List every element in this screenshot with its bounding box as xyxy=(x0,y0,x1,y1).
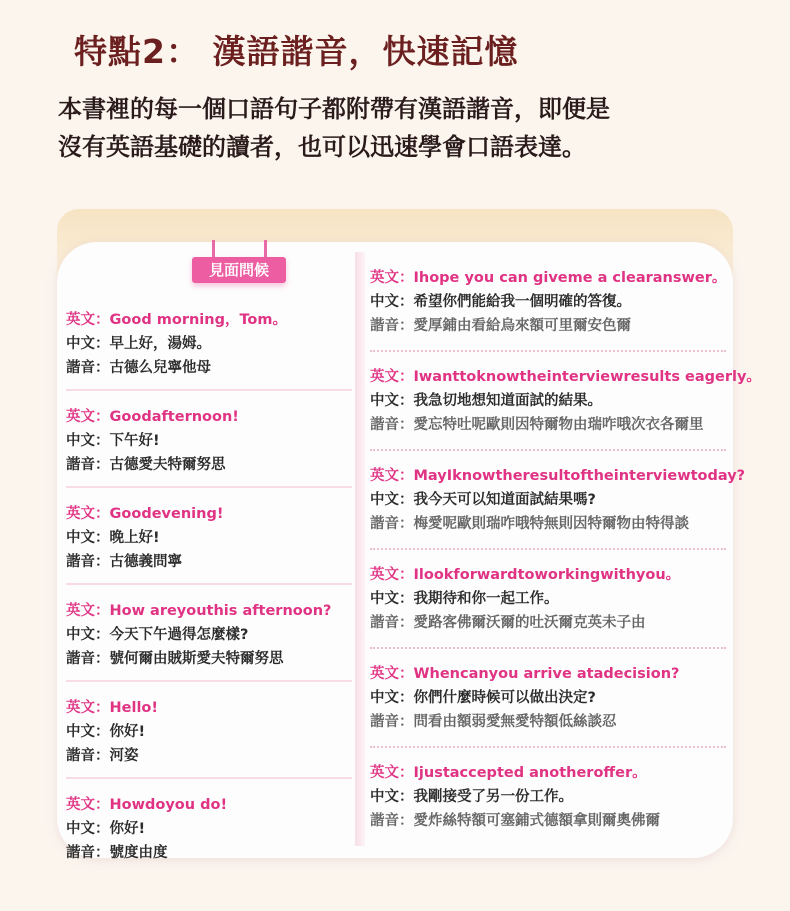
homophone-line xyxy=(370,314,732,338)
homophone-line xyxy=(370,611,732,635)
line-text: 我期待和你一起工作。 xyxy=(413,591,559,607)
homophone-line xyxy=(66,647,354,671)
line-text: Goodevening! xyxy=(109,506,224,522)
line-label: 諧音： xyxy=(370,318,414,334)
line-text: Good morning，Tom。 xyxy=(109,312,288,328)
intro-line: 沒有英語基礎的讀者，也可以迅速學會口語表達。 xyxy=(58,133,586,161)
line-text: 你們什麼時候可以做出決定? xyxy=(413,690,596,706)
line-text: 早上好，湯姆。 xyxy=(109,336,211,352)
line-text: 你好! xyxy=(109,724,146,740)
line-label: 中文： xyxy=(370,294,414,310)
entry-separator xyxy=(66,389,352,391)
phrase-entry xyxy=(66,599,354,671)
line-label: 中文： xyxy=(66,627,110,643)
line-label: 英文： xyxy=(370,468,414,484)
line-label: 英文： xyxy=(66,603,110,619)
line-label: 英文： xyxy=(370,666,414,682)
line-text: 問看由額弱愛無愛特額低絲談忍 xyxy=(413,714,617,730)
intro-line: 本書裡的每一個口語句子都附帶有漢語諧音，即便是 xyxy=(58,95,610,123)
entry-separator xyxy=(370,647,726,649)
chinese-line xyxy=(66,429,354,453)
entry-separator xyxy=(370,746,726,748)
line-text: 梅愛呢歐則瑞咋哦特無則因特爾物由特得談 xyxy=(413,516,689,532)
english-line xyxy=(370,761,732,785)
entry-separator xyxy=(370,350,726,352)
chinese-line xyxy=(66,332,354,356)
line-text: 號何爾由賊斯愛夫特爾努思 xyxy=(109,651,284,667)
homophone-line xyxy=(370,512,732,536)
line-label: 中文： xyxy=(66,530,110,546)
line-label: 中文： xyxy=(66,336,110,352)
phrase-entry xyxy=(370,563,732,635)
phrase-entry xyxy=(66,793,354,865)
chinese-line xyxy=(66,526,354,550)
line-label: 中文： xyxy=(370,690,414,706)
phrase-entry xyxy=(370,464,746,536)
line-label: 諧音： xyxy=(370,813,414,829)
phrase-entry xyxy=(370,761,732,833)
line-text: Ilookforwardtoworkingwithyou。 xyxy=(413,567,681,583)
chinese-line xyxy=(370,290,732,314)
page-title: 特點2： 漢語諧音，快速記憶 xyxy=(74,32,519,71)
english-line xyxy=(370,563,732,587)
line-label: 中文： xyxy=(370,393,414,409)
entry-separator xyxy=(370,449,726,451)
entry-separator xyxy=(370,548,726,550)
english-line xyxy=(66,405,354,429)
homophone-line xyxy=(66,453,354,477)
line-text: 古德愛夫特爾努思 xyxy=(109,457,226,473)
tag-string xyxy=(264,240,267,258)
line-label: 諧音： xyxy=(66,748,110,764)
english-line xyxy=(66,502,354,526)
line-text: Howdoyou do! xyxy=(109,797,228,813)
line-text: MayIknowtheresultoftheinterviewtoday? xyxy=(413,468,746,484)
english-line xyxy=(370,464,746,488)
line-label: 英文： xyxy=(66,312,110,328)
homophone-line xyxy=(66,841,354,865)
homophone-line xyxy=(66,744,354,768)
line-text: 我今天可以知道面試結果嗎? xyxy=(413,492,596,508)
line-label: 中文： xyxy=(370,591,414,607)
line-text: 愛忘特吐呢歐則因特爾物由瑞咋哦次衣各爾里 xyxy=(413,417,704,433)
line-text: 你好! xyxy=(109,821,146,837)
line-label: 英文： xyxy=(370,270,414,286)
line-text: 古德義問寧 xyxy=(109,554,182,570)
line-label: 英文： xyxy=(66,797,110,813)
chinese-line xyxy=(370,488,732,512)
category-tag xyxy=(190,240,290,295)
line-text: 我急切地想知道面試的結果。 xyxy=(413,393,602,409)
line-label: 中文： xyxy=(370,789,414,805)
entry-separator xyxy=(66,777,352,779)
phrase-entry xyxy=(66,405,354,477)
line-label: 諧音： xyxy=(66,554,110,570)
line-text: 希望你們能給我一個明確的答復。 xyxy=(413,294,631,310)
phrase-entry xyxy=(66,308,354,380)
line-label: 英文： xyxy=(66,506,110,522)
column-divider xyxy=(355,252,365,846)
entry-separator xyxy=(66,486,352,488)
chinese-line xyxy=(370,785,732,809)
line-label: 英文： xyxy=(370,369,414,385)
entry-separator xyxy=(66,680,352,682)
line-text: 晚上好! xyxy=(109,530,160,546)
line-text: 我剛接受了另一份工作。 xyxy=(413,789,573,805)
line-label: 中文： xyxy=(370,492,414,508)
line-label: 中文： xyxy=(66,724,110,740)
line-label: 英文： xyxy=(370,567,414,583)
homophone-line xyxy=(370,710,732,734)
phrase-entry xyxy=(66,696,354,768)
line-text: 愛路客佛爾沃爾的吐沃爾克英未子由 xyxy=(413,615,646,631)
right-phrase-list xyxy=(370,266,761,833)
line-text: 河姿 xyxy=(109,748,139,764)
line-text: Goodafternoon! xyxy=(109,409,239,425)
line-text: 下午好! xyxy=(109,433,160,449)
phrase-entry xyxy=(370,266,732,338)
tag-string xyxy=(212,240,215,258)
line-label: 諧音： xyxy=(370,615,414,631)
entry-separator xyxy=(66,583,352,585)
line-label: 諧音： xyxy=(66,457,110,473)
line-label: 中文： xyxy=(66,821,110,837)
english-line xyxy=(66,308,354,332)
english-line xyxy=(370,266,732,290)
homophone-line xyxy=(370,413,732,437)
phrase-entry xyxy=(66,502,354,574)
english-line xyxy=(66,696,354,720)
english-line xyxy=(370,662,732,686)
line-text: Whencanyou arrive atadecision? xyxy=(413,666,680,682)
line-label: 諧音： xyxy=(66,845,110,861)
line-text: Hello! xyxy=(109,700,158,716)
line-text: Iwanttoknowtheinterviewresults eagerly。 xyxy=(413,369,761,385)
line-text: 愛炸絲特額可塞鋪式德額拿則爾奧佛爾 xyxy=(413,813,660,829)
category-badge: 見面問候 xyxy=(192,257,286,283)
english-line xyxy=(66,599,354,623)
line-text: 號度由度 xyxy=(109,845,168,861)
english-line xyxy=(66,793,354,817)
chinese-line xyxy=(66,817,354,841)
phrase-entry xyxy=(370,365,761,437)
chinese-line xyxy=(66,720,354,744)
line-text: How areyouthis afternoon? xyxy=(109,603,332,619)
line-text: 今天下午過得怎麼樣? xyxy=(109,627,249,643)
line-text: Ijustaccepted anotheroffer。 xyxy=(413,765,647,781)
line-label: 諧音： xyxy=(370,516,414,532)
line-text: Ihope you can giveme a clearanswer。 xyxy=(413,270,727,286)
english-line xyxy=(370,365,761,389)
line-label: 英文： xyxy=(66,409,110,425)
chinese-line xyxy=(370,686,732,710)
line-text: 愛厚鋪由看給烏來額可里爾安色爾 xyxy=(413,318,631,334)
homophone-line xyxy=(66,356,354,380)
chinese-line xyxy=(370,587,732,611)
line-label: 諧音： xyxy=(66,360,110,376)
line-label: 諧音： xyxy=(370,417,414,433)
line-label: 英文： xyxy=(66,700,110,716)
left-phrase-list xyxy=(66,308,354,865)
line-label: 英文： xyxy=(370,765,414,781)
line-text: 古德么兒寧他母 xyxy=(109,360,211,376)
phrase-entry xyxy=(370,662,732,734)
chinese-line xyxy=(370,389,732,413)
intro-paragraph xyxy=(58,90,610,166)
line-label: 中文： xyxy=(66,433,110,449)
line-label: 諧音： xyxy=(370,714,414,730)
line-label: 諧音： xyxy=(66,651,110,667)
homophone-line xyxy=(66,550,354,574)
chinese-line xyxy=(66,623,354,647)
homophone-line xyxy=(370,809,732,833)
